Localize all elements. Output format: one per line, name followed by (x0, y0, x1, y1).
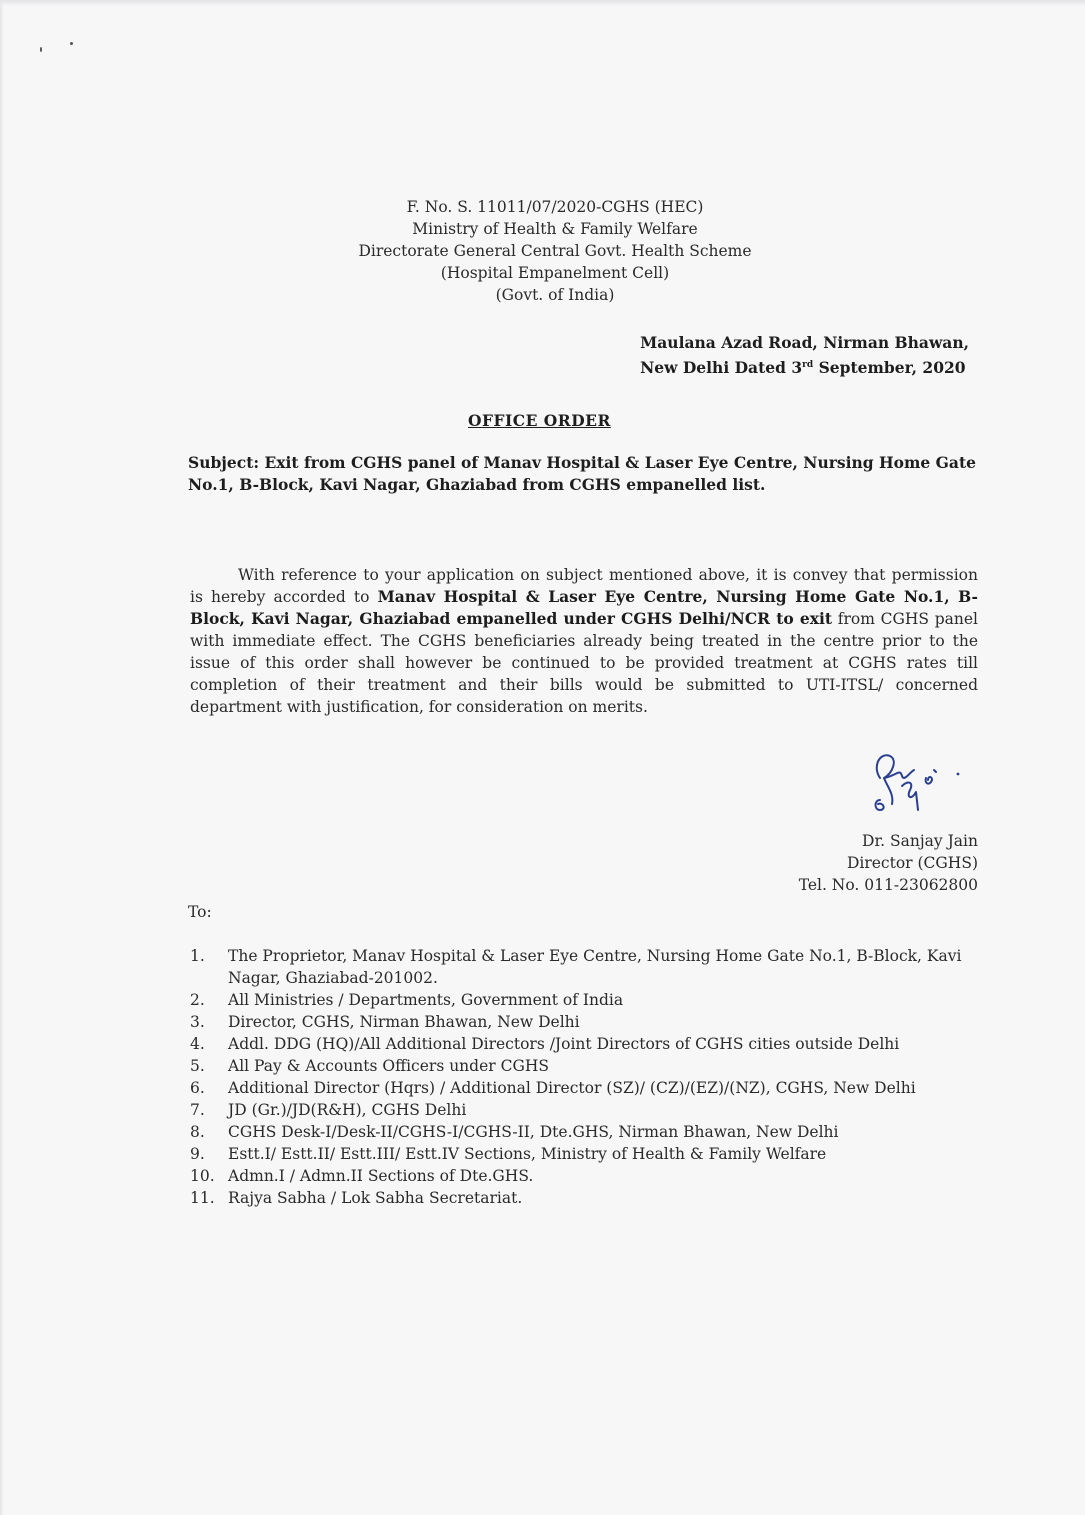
signatory-telephone: Tel. No. 011-23062800 (798, 876, 978, 894)
list-text: Rajya Sabha / Lok Sabha Secretariat. (228, 1189, 523, 1207)
list-number: 5. (190, 1057, 205, 1075)
list-text: All Ministries / Departments, Government of India (228, 991, 624, 1009)
list-item (190, 945, 990, 989)
list-item (190, 1011, 990, 1033)
list-item (190, 989, 990, 1011)
date-line (640, 354, 969, 379)
scan-speck (40, 47, 42, 52)
list-number: 7. (190, 1101, 205, 1119)
scan-edge-left (0, 0, 4, 1515)
list-item (190, 1143, 990, 1165)
date-prefix: New Delhi Dated 3 (640, 358, 803, 377)
date-suffix: September, 2020 (813, 358, 966, 377)
list-text: Admn.I / Admn.II Sections of Dte.GHS. (228, 1167, 534, 1185)
list-text: Director, CGHS, Nirman Bhawan, New Delhi (228, 1013, 580, 1031)
list-text: The Proprietor, Manav Hospital & Laser Eye Centre, Nursing Home Gate No.1, B-Block, Kavi Nagar, Ghaziabad-201002. (228, 947, 962, 987)
list-number: 1. (190, 947, 205, 965)
list-item (190, 1055, 990, 1077)
signatory-name: Dr. Sanjay Jain (862, 832, 978, 850)
list-item (190, 1121, 990, 1143)
date-ordinal: rd (802, 360, 814, 370)
place-and-date (640, 331, 969, 379)
signatory-designation: Director (CGHS) (846, 854, 978, 872)
scan-edge-top (0, 0, 1085, 6)
list-number: 4. (190, 1035, 205, 1053)
list-number: 8. (190, 1123, 205, 1141)
list-number: 9. (190, 1145, 205, 1163)
government-name: (Govt. of India) (495, 286, 615, 304)
address-line: Maulana Azad Road, Nirman Bhawan, (640, 333, 969, 352)
list-item (190, 1033, 990, 1055)
list-text: Estt.I/ Estt.II/ Estt.III/ Estt.IV Sections, Ministry of Health & Family Welfare (228, 1145, 827, 1163)
to-label: To: (188, 903, 212, 921)
list-number: 10. (190, 1167, 215, 1185)
body-text-part1: With reference to your application on subject mentioned above, it is convey that permission is hereby accorded to (190, 566, 978, 606)
list-number: 6. (190, 1079, 205, 1097)
list-item (190, 1077, 990, 1099)
subject-line: Subject: Exit from CGHS panel of Manav Hospital & Laser Eye Centre, Nursing Home Gate No.1, B-Block, Kavi Nagar, Ghaziabad from CGHS empanelled list. (188, 453, 976, 494)
letter-header (300, 196, 810, 306)
list-number: 11. (190, 1189, 215, 1207)
order-title: OFFICE ORDER (468, 411, 611, 430)
body-text-part2: from CGHS panel with immediate effect. The CGHS beneficiaries already being treated in the centre prior to the issue of this order shall however be continued to be provided treatment at CGHS rates till completion of their treatment and their bills would be submitted to UTI-ITSL/ concerned department with justification, for consideration on merits. (190, 610, 978, 716)
cell-name: (Hospital Empanelment Cell) (440, 264, 670, 282)
list-text: JD (Gr.)/JD(R&H), CGHS Delhi (228, 1101, 467, 1119)
list-text: All Pay & Accounts Officers under CGHS (228, 1057, 549, 1075)
list-number: 2. (190, 991, 205, 1009)
directorate-name: Directorate General Central Govt. Health Scheme (358, 242, 752, 260)
body-text-bold: Manav Hospital & Laser Eye Centre, Nursing Home Gate No.1, B-Block, Kavi Nagar, Ghaziabad empanelled under CGHS Delhi/NCR to exit (190, 587, 978, 628)
list-text: CGHS Desk-I/Desk-II/CGHS-I/CGHS-II, Dte.GHS, Nirman Bhawan, New Delhi (228, 1123, 839, 1141)
scan-speck (70, 42, 73, 45)
list-item (190, 1099, 990, 1121)
list-item (190, 1187, 990, 1209)
recipient-list (190, 945, 990, 1209)
list-number: 3. (190, 1013, 205, 1031)
list-text: Additional Director (Hqrs) / Additional Director (SZ)/ (CZ)/(EZ)/(NZ), CGHS, New Delhi (228, 1079, 916, 1097)
ministry-name: Ministry of Health & Family Welfare (412, 220, 698, 238)
list-text: Addl. DDG (HQ)/All Additional Directors /Joint Directors of CGHS cities outside Delhi (228, 1035, 900, 1053)
body-paragraph (190, 564, 978, 718)
file-number: F. No. S. 11011/07/2020-CGHS (HEC) (406, 198, 704, 216)
list-item (190, 1165, 990, 1187)
handwritten-signature (866, 748, 976, 818)
signatory-block (799, 830, 978, 896)
